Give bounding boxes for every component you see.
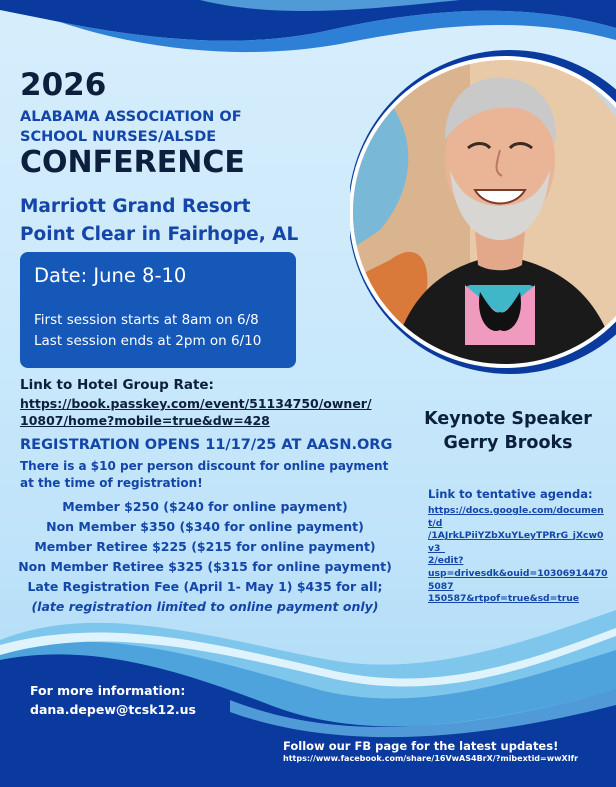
- facebook-link[interactable]: https://www.facebook.com/share/16VwAS4BrX/?mibextid=wwXIfr: [283, 754, 579, 763]
- agenda-link-line-1[interactable]: https://docs.google.com/document/d: [428, 505, 604, 529]
- keynote-speaker: [400, 407, 616, 455]
- more-info-heading: For more information:: [30, 683, 186, 698]
- hotel-heading: Link to Hotel Group Rate:: [20, 377, 214, 393]
- speaker-photo: [350, 30, 616, 375]
- conference-date: Date: June 8-10: [34, 264, 187, 287]
- hotel-link-line-1[interactable]: https://book.passkey.com/event/51134750/owner/: [20, 396, 372, 411]
- keynote-label: Keynote Speaker: [424, 409, 592, 429]
- price-non-member: Non Member $350 ($340 for online payment): [46, 519, 364, 534]
- discount-line-2: at the time of registration!: [20, 476, 203, 490]
- more-info: [30, 681, 196, 719]
- hotel-link-line-2[interactable]: 10807/home?mobile=true&dw=428: [20, 413, 270, 428]
- association-line-2: SCHOOL NURSES/ALSDE: [20, 129, 217, 145]
- date-box: [20, 252, 296, 368]
- registration-opens: REGISTRATION OPENS 11/17/25 AT AASN.ORG: [20, 437, 393, 453]
- agenda-link-line-5[interactable]: 150587&rtpof=true&sd=true: [428, 593, 580, 605]
- venue-line-2: Point Clear in Fairhope, AL: [20, 224, 299, 245]
- venue: [20, 193, 298, 249]
- agenda-link-line-4[interactable]: usp=drivesdk&ouid=103069144705087: [428, 567, 608, 592]
- agenda-link[interactable]: [428, 505, 608, 606]
- keynote-name: Gerry Brooks: [443, 433, 573, 453]
- price-member: Member $250 ($240 for online payment): [62, 499, 348, 514]
- late-registration-note: (late registration limited to online payment only): [31, 599, 379, 614]
- discount-note: [20, 458, 390, 492]
- agenda-link-line-3[interactable]: 2/edit?: [428, 555, 464, 567]
- price-late-fee: Late Registration Fee (April 1- May 1) $435 for all;: [27, 579, 383, 594]
- agenda-heading: Link to tentative agenda:: [428, 487, 593, 501]
- agenda-link-line-2[interactable]: /1AJrkLPiiYZbXuYLeyTPRrG_jXcw0v3_: [428, 530, 604, 554]
- price-list: [0, 497, 410, 617]
- association-name: [20, 107, 242, 147]
- discount-line-1: There is a $10 per person discount for online payment: [20, 459, 389, 473]
- hotel-link[interactable]: [20, 395, 372, 429]
- first-session: First session starts at 8am on 6/8: [34, 312, 259, 328]
- speaker-photo-illustration: [350, 30, 616, 375]
- session-times: [34, 310, 261, 352]
- association-line-1: ALABAMA ASSOCIATION OF: [20, 109, 242, 125]
- price-non-member-retiree: Non Member Retiree $325 ($315 for online payment): [18, 559, 392, 574]
- venue-line-1: Marriott Grand Resort: [20, 196, 251, 217]
- conference-year: 2026: [20, 67, 107, 103]
- price-member-retiree: Member Retiree $225 ($215 for online payment): [34, 539, 376, 554]
- facebook-heading: Follow our FB page for the latest updates!: [283, 739, 559, 753]
- contact-email[interactable]: dana.depew@tcsk12.us: [30, 702, 196, 717]
- last-session: Last session ends at 2pm on 6/10: [34, 333, 262, 349]
- conference-title: CONFERENCE: [20, 145, 245, 180]
